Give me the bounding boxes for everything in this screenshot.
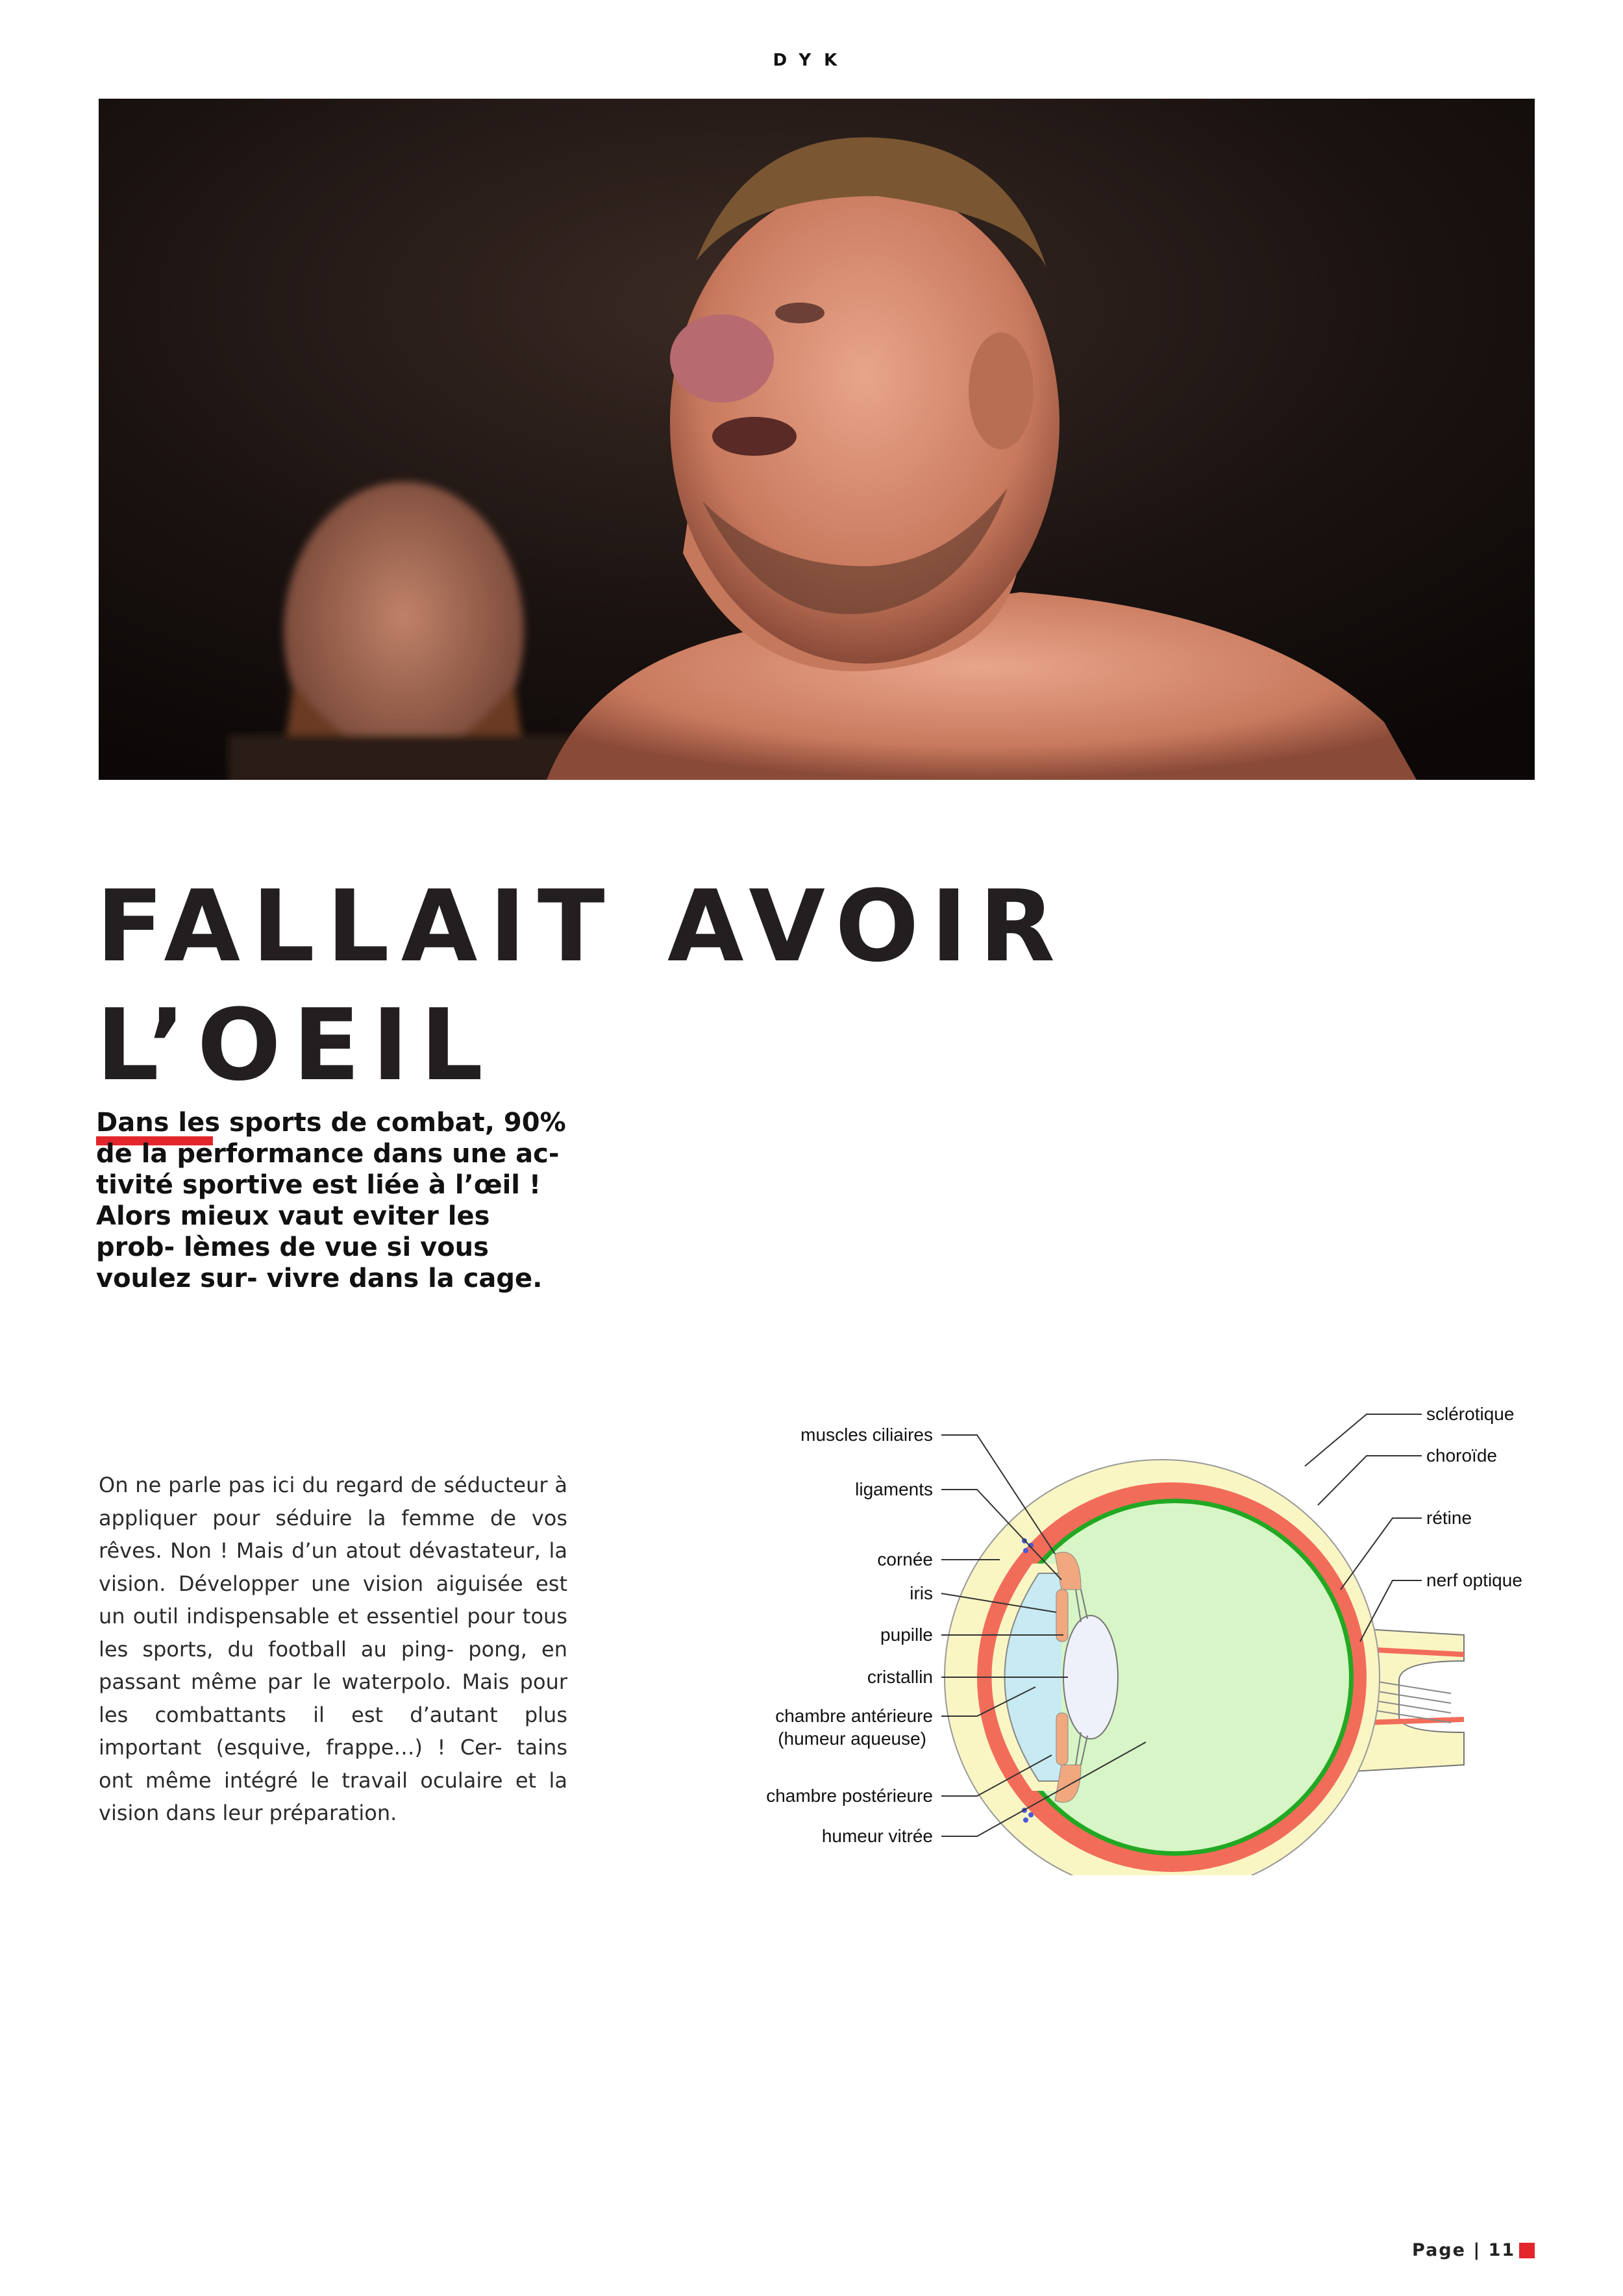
lead-paragraph: Dans les sports de combat, 90% de la performance dans une ac- tivité sportive est liée à l’œil ! Alors mieux vaut eviter les prob- lèmes de vue si vous voulez sur- vivre dans la cage.: [96, 1108, 566, 1293]
body-paragraph: On ne parle pas ici du regard de séducteur à appliquer pour séduire la femme de vos rêves. Non ! Mais d’un atout dévastateur, la vision. Développer une vision aiguisée est un outil indispensable et essentiel pour tous les sports, du football au ping- pong, en passant même par le waterpolo. Mais pour les combattants il est d’autant plus important (esquive, frappe…) ! Cer- tains ont même intégré le travail oculaire et la vision dans leur préparation.: [99, 1473, 567, 1825]
label-humeur-aqueuse: (humeur aqueuse): [778, 1728, 926, 1749]
title-line-oeil: L’OEIL: [96, 988, 495, 1103]
page-number: Page | 11: [1412, 2240, 1516, 2260]
label-chambre-anterieure: chambre antérieure: [775, 1706, 933, 1726]
footer-accent-square: [1519, 2243, 1535, 2258]
label-cristallin: cristallin: [867, 1667, 933, 1687]
label-ligaments: ligaments: [855, 1479, 933, 1499]
title-word-avoir: AVOIR: [667, 869, 1067, 984]
label-chambre-posterieure: chambre postérieure: [766, 1786, 933, 1806]
hero-photo: [99, 99, 1535, 780]
label-choroide: choroïde: [1426, 1445, 1497, 1466]
label-cornee: cornée: [877, 1549, 933, 1569]
label-iris: iris: [910, 1583, 933, 1603]
eye-anatomy-diagram: [766, 1395, 1522, 1875]
article-title: [96, 867, 1135, 1104]
label-retine: rétine: [1426, 1508, 1472, 1528]
label-humeur-vitree: humeur vitrée: [821, 1826, 933, 1846]
label-muscles-ciliaires: muscles ciliaires: [800, 1425, 933, 1445]
title-word-fallait: FALLAIT: [96, 869, 617, 984]
section-tag: DYK: [773, 51, 850, 70]
label-pupille: pupille: [880, 1625, 933, 1645]
label-sclerotique: sclérotique: [1426, 1404, 1515, 1424]
label-nerf-optique: nerf optique: [1426, 1570, 1522, 1590]
